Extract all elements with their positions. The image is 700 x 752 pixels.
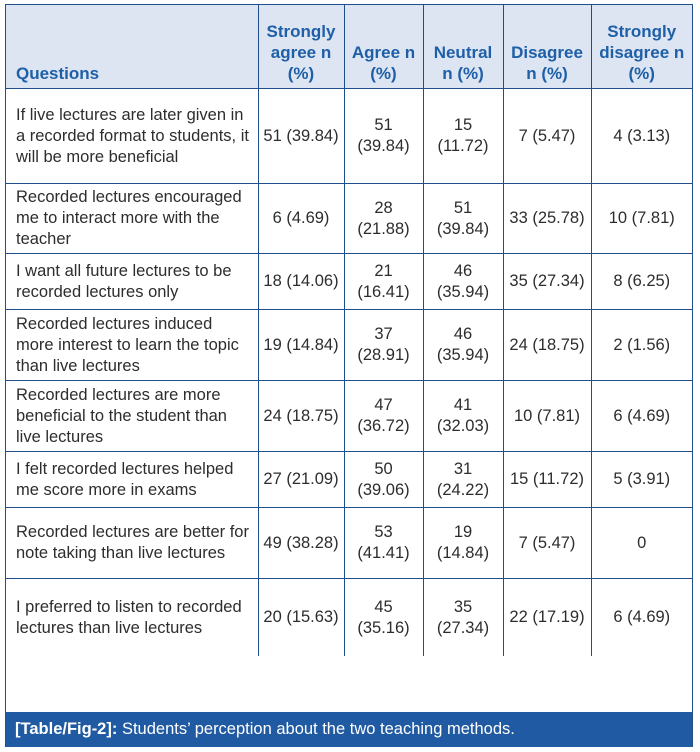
value-cell: 50 (39.06)	[344, 452, 423, 508]
value-cell: 10 (7.81)	[503, 381, 591, 452]
header-questions: Questions	[6, 5, 258, 89]
header-neutral: Neutral n (%)	[423, 5, 503, 89]
value-cell: 2 (1.56)	[591, 310, 692, 381]
question-cell: Recorded lectures induced more interest to learn the topic than live lectures	[6, 310, 258, 381]
value-cell: 46 (35.94)	[423, 254, 503, 310]
header-row	[6, 5, 692, 89]
value-cell: 45 (35.16)	[344, 579, 423, 657]
table-row	[6, 89, 692, 184]
question-cell: If live lectures are later given in a recorded format to students, it will be more beneficial	[6, 89, 258, 184]
value-cell: 24 (18.75)	[258, 381, 344, 452]
perception-table	[6, 5, 692, 656]
value-cell: 4 (3.13)	[591, 89, 692, 184]
table-row	[6, 579, 692, 657]
value-cell: 33 (25.78)	[503, 184, 591, 254]
question-cell: I preferred to listen to recorded lectures than live lectures	[6, 579, 258, 657]
value-cell: 28 (21.88)	[344, 184, 423, 254]
value-cell: 18 (14.06)	[258, 254, 344, 310]
value-cell: 5 (3.91)	[591, 452, 692, 508]
value-cell: 37 (28.91)	[344, 310, 423, 381]
value-cell: 24 (18.75)	[503, 310, 591, 381]
header-strongly-disagree: Strongly disagree n (%)	[591, 5, 692, 89]
value-cell: 7 (5.47)	[503, 89, 591, 184]
value-cell: 19 (14.84)	[423, 508, 503, 579]
question-cell: I felt recorded lectures helped me score more in exams	[6, 452, 258, 508]
value-cell: 15 (11.72)	[503, 452, 591, 508]
value-cell: 15 (11.72)	[423, 89, 503, 184]
value-cell: 22 (17.19)	[503, 579, 591, 657]
value-cell: 41 (32.03)	[423, 381, 503, 452]
value-cell: 51 (39.84)	[423, 184, 503, 254]
value-cell: 47 (36.72)	[344, 381, 423, 452]
value-cell: 49 (38.28)	[258, 508, 344, 579]
table-row	[6, 254, 692, 310]
table-row	[6, 310, 692, 381]
value-cell: 10 (7.81)	[591, 184, 692, 254]
header-agree: Agree n (%)	[344, 5, 423, 89]
value-cell: 0	[591, 508, 692, 579]
value-cell: 35 (27.34)	[423, 579, 503, 657]
table-row	[6, 184, 692, 254]
value-cell: 35 (27.34)	[503, 254, 591, 310]
value-cell: 6 (4.69)	[258, 184, 344, 254]
caption-label: [Table/Fig-2]:	[15, 720, 118, 738]
question-cell: Recorded lectures are more beneficial to the student than live lectures	[6, 381, 258, 452]
value-cell: 19 (14.84)	[258, 310, 344, 381]
table-row	[6, 381, 692, 452]
value-cell: 46 (35.94)	[423, 310, 503, 381]
value-cell: 8 (6.25)	[591, 254, 692, 310]
value-cell: 21 (16.41)	[344, 254, 423, 310]
value-cell: 31 (24.22)	[423, 452, 503, 508]
header-disagree: Disagree n (%)	[503, 5, 591, 89]
question-cell: Recorded lectures encouraged me to interact more with the teacher	[6, 184, 258, 254]
caption-text: Students’ perception about the two teaching methods.	[117, 720, 515, 738]
header-strongly-agree: Strongly agree n (%)	[258, 5, 344, 89]
table-row	[6, 508, 692, 579]
value-cell: 51 (39.84)	[258, 89, 344, 184]
figure-caption	[6, 712, 692, 747]
value-cell: 20 (15.63)	[258, 579, 344, 657]
value-cell: 6 (4.69)	[591, 579, 692, 657]
question-cell: I want all future lectures to be recorded lectures only	[6, 254, 258, 310]
question-cell: Recorded lectures are better for note taking than live lectures	[6, 508, 258, 579]
value-cell: 6 (4.69)	[591, 381, 692, 452]
table-row	[6, 452, 692, 508]
value-cell: 51 (39.84)	[344, 89, 423, 184]
value-cell: 53 (41.41)	[344, 508, 423, 579]
value-cell: 27 (21.09)	[258, 452, 344, 508]
table-figure	[5, 4, 693, 747]
value-cell: 7 (5.47)	[503, 508, 591, 579]
